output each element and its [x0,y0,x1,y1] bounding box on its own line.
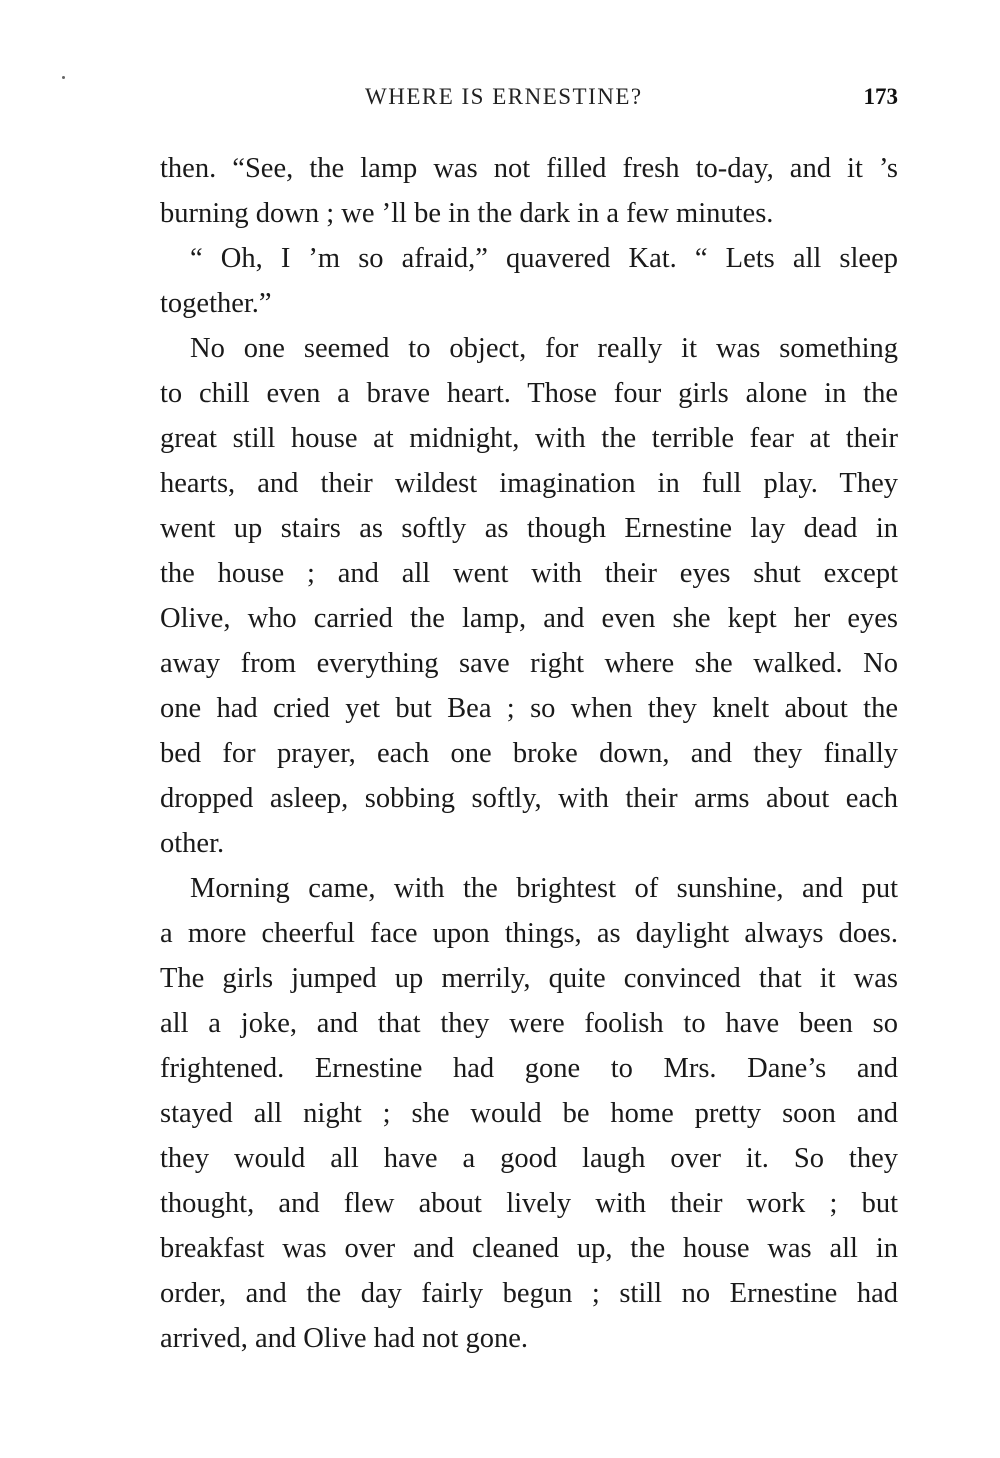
text-line: The girls jumped up merrily, quite convinced that it was [160,963,898,994]
text-line: great still house at midnight, with the terrible fear at their [160,423,898,454]
text-line: the house ; and all went with their eyes shut except [160,558,898,589]
stray-ink-mark [62,76,65,79]
paragraph [160,146,898,236]
text-line: arrived, and Olive had not gone. [160,1323,529,1354]
text-line: they would all have a good laugh over it. So they [160,1143,898,1174]
text-line: No one seemed to object, for really it was something [190,333,898,364]
text-line: one had cried yet but Bea ; so when they knelt about the [160,693,898,724]
body-text [160,146,898,1361]
text-line: went up stairs as softly as though Ernestine lay dead in [160,513,898,544]
text-line: breakfast was over and cleaned up, the house was all in [160,1233,898,1264]
text-line: order, and the day fairly begun ; still no Ernestine had [160,1278,898,1309]
text-line: dropped asleep, sobbing softly, with their arms about each [160,783,898,814]
text-line: all a joke, and that they were foolish to have been so [160,1008,898,1039]
text-line: burning down ; we ’ll be in the dark in a few minutes. [160,198,774,229]
running-header [160,84,898,120]
text-line: stayed all night ; she would be home pretty soon and [160,1098,898,1129]
text-line: to chill even a brave heart. Those four girls alone in the [160,378,898,409]
text-line: Morning came, with the brightest of sunshine, and put [190,873,898,904]
text-line: “ Oh, I ’m so afraid,” quavered Kat. “ Lets all sleep [190,243,898,274]
text-line: a more cheerful face upon things, as daylight always does. [160,918,898,949]
text-line: other. [160,828,225,859]
page-number: 173 [863,84,898,109]
text-line: bed for prayer, each one broke down, and they finally [160,738,898,769]
paragraph [160,866,898,1361]
text-line: away from everything save right where she walked. No [160,648,898,679]
running-title: WHERE IS ERNESTINE? [365,84,643,109]
text-line: Olive, who carried the lamp, and even she kept her eyes [160,603,898,634]
text-line: thought, and flew about lively with their work ; but [160,1188,898,1219]
text-line: frightened. Ernestine had gone to Mrs. Dane’s and [160,1053,898,1084]
text-line: then. “See, the lamp was not filled fresh to-day, and it ’s [160,153,898,184]
text-line: together.” [160,288,272,319]
text-line: hearts, and their wildest imagination in full play. They [160,468,898,499]
paragraph [160,236,898,326]
paragraph [160,326,898,866]
